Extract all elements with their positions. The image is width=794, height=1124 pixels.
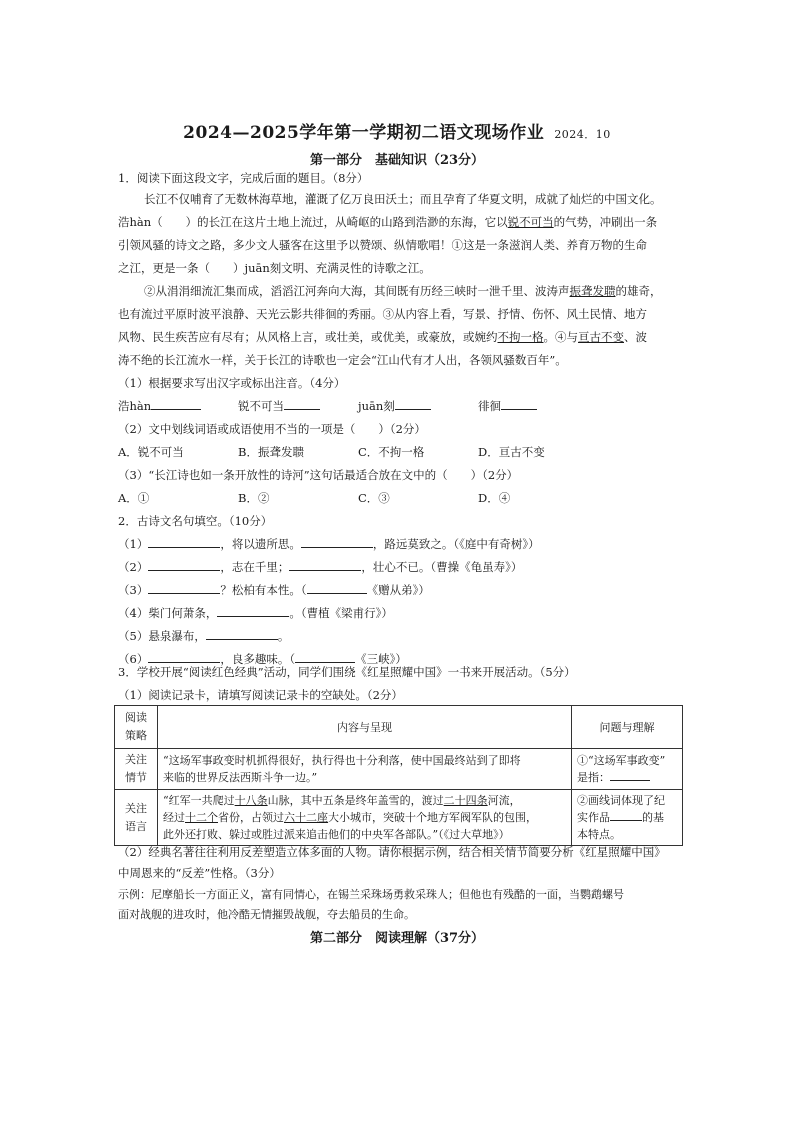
poem-fill-line: （3） ？松柏有本性。（ 《赠从弟》） bbox=[118, 583, 430, 597]
passage-line: 浩hàn（ ）的长江在这片土地上流过，从崎岖的山路到浩渺的东海，它以锐不可当的气势，冲刷出一条 bbox=[118, 215, 658, 229]
content-language: “红军一共爬过十八条山脉，其中五条是终年盖雪的，渡过二十四条河流， 经过十二个省份，占领过六十二座大小城市，突破十个地方军阀军队的包围， 此外还打败、躲过或胜过派来追击他们的中央军各部队。”（《过大草地》） bbox=[158, 790, 572, 846]
answer-blank[interactable] bbox=[148, 582, 220, 594]
answer-blank[interactable] bbox=[301, 536, 373, 548]
passage-line: ②从涓涓细流汇集而成，滔滔江河奔向大海，其间既有历经三峡时一泄千里、波涛声振聋发聩的雄奇， bbox=[144, 284, 662, 298]
passage-line: 涛不绝的长江流水一样，关于长江的诗歌也一定会“江山代有才人出，各领风骚数百年”。 bbox=[118, 353, 567, 367]
passage-line: 引领风骚的诗文之路，多少文人骚客在这里予以赞颂、纵情歌唱！①这是一条滋润人类、养育万物的生命 bbox=[118, 238, 647, 252]
answer-blank[interactable] bbox=[151, 398, 201, 410]
poem-fill-line: （5）悬泉瀑布， 。 bbox=[118, 629, 290, 643]
header-content: 内容与呈现 bbox=[158, 706, 572, 749]
exam-title bbox=[0, 118, 794, 143]
poem-fill-line: （6） ，良多趣味。（ 《三峡》） bbox=[118, 652, 407, 666]
answer-blank[interactable] bbox=[284, 398, 320, 410]
header-strategy: 阅读 策略 bbox=[115, 706, 158, 749]
strategy-language: 关注 语言 bbox=[115, 790, 158, 846]
choice-option[interactable]: A．① bbox=[118, 491, 150, 505]
answer-blank[interactable] bbox=[148, 559, 220, 571]
poem-fill-line: （2） ，志在千里； ，壮心不已。（曹操《龟虽寿》） bbox=[118, 560, 523, 574]
choice-option[interactable]: D．④ bbox=[478, 491, 511, 505]
choice-option[interactable]: C．③ bbox=[358, 491, 390, 505]
answer-blank[interactable] bbox=[307, 582, 367, 594]
answer-blank[interactable] bbox=[610, 769, 650, 781]
example-line: 面对战舰的进攻时，他冷酷无情摧毁战舰，夺去船员的生命。 bbox=[118, 908, 415, 921]
answer-blank[interactable] bbox=[395, 398, 431, 410]
passage-line: 长江不仅哺育了无数林海草地，灌溉了亿万良田沃土；而且孕育了华夏文明，成就了灿烂的中国文化。 bbox=[144, 192, 662, 206]
answer-blank[interactable] bbox=[501, 398, 537, 410]
passage-line: 之江，更是一条（ ）juān刻文明、充满灵性的诗歌之江。 bbox=[118, 261, 431, 275]
q2-prompt: 2．古诗文名句填空。（10分） bbox=[118, 514, 273, 528]
answer-item: 徘徊 bbox=[478, 398, 537, 414]
answer-blank[interactable] bbox=[289, 559, 361, 571]
q3-sub1: （1）阅读记录卡，请填写阅读记录卡的空缺处。（2分） bbox=[118, 688, 403, 702]
question-plot: ①“这场军事政变” 是指： bbox=[572, 749, 683, 790]
part1-heading: 第一部分 基础知识（23分） bbox=[309, 153, 485, 168]
poem-fill-line: （4）柴门何萧条， 。（曹植《梁甫行》） bbox=[118, 606, 393, 620]
strategy-plot: 关注 情节 bbox=[115, 749, 158, 790]
content-plot: “这场军事政变时机抓得很好，执行得也十分利落，使中国最终站到了即将 来临的世界反法西斯斗争一边。” bbox=[158, 749, 572, 790]
choice-option[interactable]: A．锐不可当 bbox=[118, 445, 184, 459]
choice-option[interactable]: D．亘古不变 bbox=[478, 445, 545, 459]
title-text: 2024—2025学年第一学期初二语文现场作业 bbox=[183, 123, 545, 143]
q3-sub2-line: （2）经典名著往往利用反差塑造立体多面的人物。请你根据示例，结合相关情节简要分析《红星照耀中国》 bbox=[118, 845, 666, 859]
q1-sub1: （1）根据要求写出汉字或标出注音。（4分） bbox=[118, 376, 346, 390]
example-line: 示例：尼摩船长一方面正义，富有同情心，在锡兰采珠场勇救采珠人；但他也有残酷的一面，当鹦鹉螺号 bbox=[118, 888, 624, 901]
question-language: ②画线词体现了纪 实作品 的基 本特点。 bbox=[572, 790, 683, 846]
choice-option[interactable]: B．② bbox=[238, 491, 270, 505]
poem-fill-line: （1） ，将以遗所思。 ，路远莫致之。（《庭中有奇树》） bbox=[118, 537, 540, 551]
answer-blank[interactable] bbox=[148, 536, 220, 548]
answer-item: 浩hàn bbox=[118, 398, 201, 414]
answer-blank[interactable] bbox=[295, 651, 355, 663]
passage-line: 风物、民生疾苦应有尽有；从风格上言，或壮美，或优美，或豪放，或婉约不拘一格。④与亘古不变、波 bbox=[118, 330, 647, 344]
q1-sub3: （3）“长江诗也如一条开放性的诗河”这句话最适合放在文中的（ ）（2分） bbox=[118, 468, 519, 482]
reading-record-card bbox=[114, 705, 683, 846]
answer-item: juān刻 bbox=[358, 398, 431, 414]
q3-sub2-line: 中周恩来的“反差”性格。（3分） bbox=[118, 866, 281, 880]
exam-date: 2024．10 bbox=[554, 128, 611, 141]
q1-sub2: （2）文中划线词语或成语使用不当的一项是（ ）（2分） bbox=[118, 422, 426, 436]
passage-line: 也有流过平原时波平浪静、天光云影共徘徊的秀丽。③从内容上看，写景、抒情、伤怀、风土民情、地方 bbox=[118, 307, 647, 321]
q1-prompt: 1．阅读下面这段文字，完成后面的题目。（8分） bbox=[118, 171, 369, 185]
answer-item: 锐不可当 bbox=[238, 398, 320, 414]
answer-blank[interactable] bbox=[610, 809, 642, 821]
choice-option[interactable]: C．不拘一格 bbox=[358, 445, 425, 459]
answer-blank[interactable] bbox=[148, 651, 220, 663]
header-question: 问题与理解 bbox=[572, 706, 683, 749]
choice-option[interactable]: B．振聋发聩 bbox=[238, 445, 304, 459]
q3-prompt: 3．学校开展“阅读红色经典”活动，同学们围绕《红星照耀中国》一书来开展活动。（5分） bbox=[118, 665, 576, 679]
part2-heading: 第二部分 阅读理解（37分） bbox=[309, 931, 485, 946]
answer-blank[interactable] bbox=[206, 628, 278, 640]
answer-blank[interactable] bbox=[217, 605, 289, 617]
